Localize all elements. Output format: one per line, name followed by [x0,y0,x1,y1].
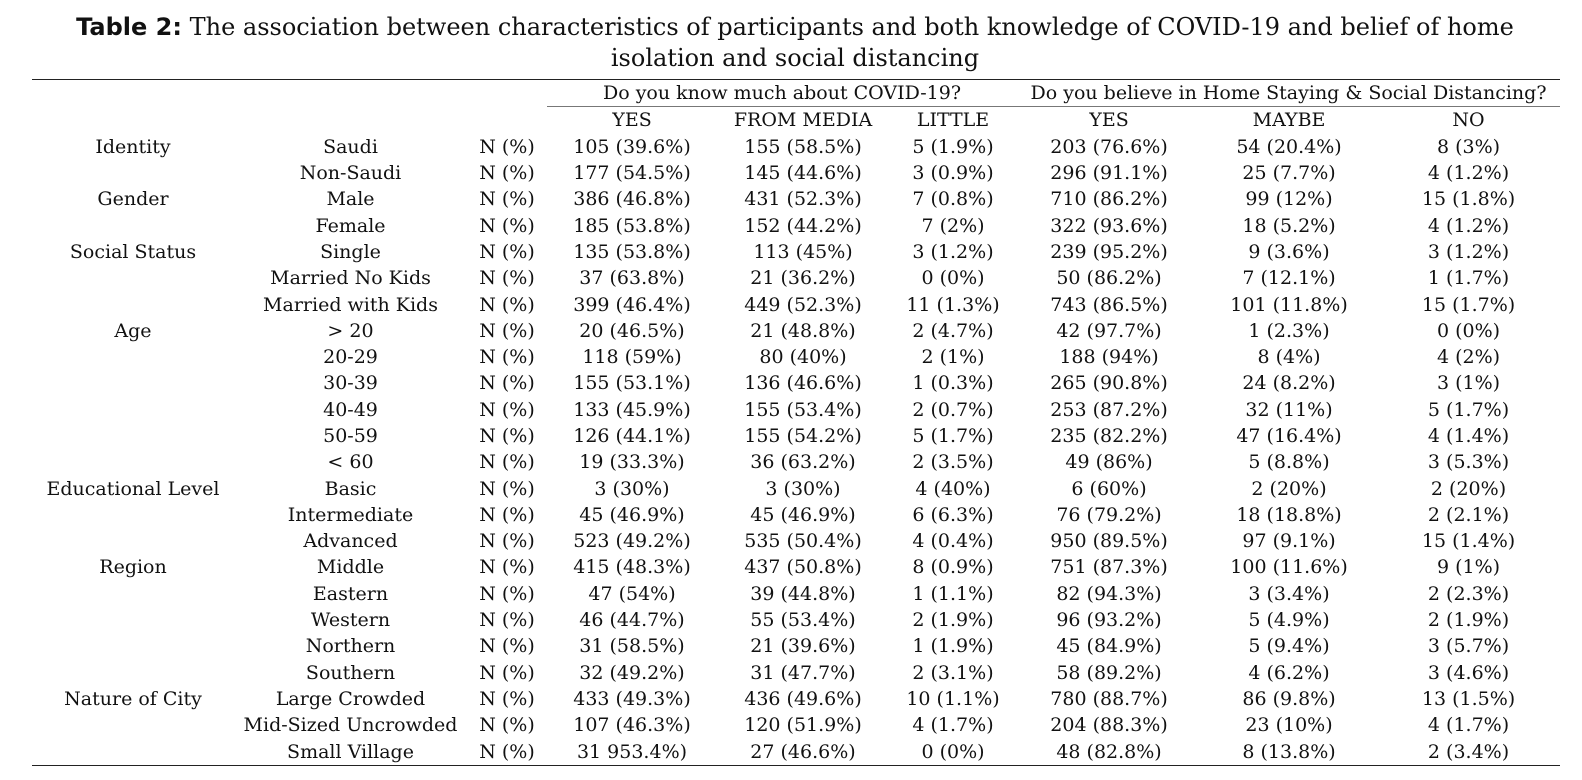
value-cell: 10 (1.1%) [906,687,1000,710]
value-cell: 2 (1%) [921,346,985,369]
unit-cell: N (%) [467,738,547,765]
subgroup-cell: 50-59 [323,425,378,447]
value-cell: 58 (89.2%) [1056,661,1162,684]
subgroup-cell: Northern [305,635,396,658]
unit-cell: N (%) [479,530,535,553]
category-cell: Educational Level [46,477,220,500]
category-cell [32,660,234,686]
value-cell: 155 (53.4%) [744,398,862,421]
category-cell [32,291,234,317]
value-cell: 32 (49.2%) [579,661,685,684]
col-header-belief-yes: YES [1089,109,1129,132]
category-cell [32,370,234,396]
category-cell: Nature of City [64,687,202,710]
value-cell: 99 (12%) [1245,188,1333,211]
value-cell: 80 (40%) [759,346,847,369]
value-cell: 9 (1%) [1436,556,1501,579]
category-cell: Gender [97,188,169,211]
value-cell: 0 (0%) [921,267,985,290]
value-cell: 2 (3.4%) [1377,738,1560,765]
subgroup-cell: < 60 [327,451,374,474]
table-row [32,344,1560,370]
value-cell: 8 (13.8%) [1201,738,1377,765]
subgroup-cell: Married with Kids [263,293,438,316]
value-cell: 49 (86%) [1065,451,1153,474]
value-cell: 97 (9.1%) [1242,530,1336,553]
unit-cell: N (%) [479,635,535,658]
value-cell: 535 (50.4%) [744,530,862,553]
value-cell: 6 (60%) [1071,477,1147,500]
value-cell: 4 (1.4%) [1427,425,1510,447]
value-cell: 8 (3%) [1436,135,1501,158]
value-cell: 86 (9.8%) [1242,687,1336,710]
subgroup-cell: Saudi [323,135,378,158]
unit-cell: N (%) [479,267,535,290]
table-row [32,581,1560,607]
table-row [32,291,1560,317]
unit-cell: N (%) [479,556,535,579]
value-cell: 120 (51.9%) [744,714,862,737]
value-cell: 253 (87.2%) [1050,398,1168,421]
table-row [32,449,1560,475]
unit-cell: N (%) [479,451,535,474]
value-cell: 20 (46.5%) [579,319,685,342]
unit-cell: N (%) [479,661,535,684]
unit-cell: N (%) [479,240,535,263]
value-cell: 743 (86.5%) [1050,293,1168,316]
category-cell: Age [114,319,152,342]
value-cell: 203 (76.6%) [1050,135,1168,158]
col-header-yes: YES [612,109,652,132]
value-cell: 82 (94.3%) [1056,582,1162,605]
value-cell: 780 (88.7%) [1050,687,1168,710]
value-cell: 50 (86.2%) [1056,267,1162,290]
value-cell: 18 (5.2%) [1242,214,1336,237]
subgroup-cell: Western [310,609,391,632]
subgroup-cell: Middle [316,556,385,579]
value-cell: 15 (1.4%) [1421,530,1516,553]
category-cell [32,160,234,186]
value-cell: 4 (1.2%) [1427,214,1510,237]
value-cell: 5 (1.7%) [1427,398,1510,421]
value-cell: 36 (63.2%) [750,451,856,474]
subgroup-cell: Female [315,214,386,237]
unit-cell: N (%) [479,319,535,342]
table-row [32,738,1560,765]
value-cell: 24 (8.2%) [1242,372,1336,395]
table-row [32,134,1560,160]
value-cell: 118 (59%) [582,346,682,369]
header-group-row [32,80,1560,107]
subgroup-cell: Married No Kids [270,267,431,290]
subgroup-cell: Eastern [312,582,389,605]
value-cell: 1 (1.1%) [912,582,994,605]
value-cell: 3 (5.7%) [1427,635,1510,658]
value-cell: 135 (53.8%) [573,240,691,263]
value-cell: 415 (48.3%) [573,556,691,579]
value-cell: 13 (1.5%) [1421,687,1516,710]
value-cell: 710 (86.2%) [1050,188,1168,211]
value-cell: 5 (8.8%) [1248,451,1330,474]
value-cell: 7 (2%) [921,214,985,237]
value-cell: 21 (36.2%) [750,267,856,290]
value-cell: 0 (0%) [1436,319,1501,342]
value-cell: 126 (44.1%) [573,425,691,447]
value-cell: 1 (1.7%) [1427,267,1510,290]
value-cell: 185 (53.8%) [573,214,691,237]
value-cell: 5 (9.4%) [1248,635,1330,658]
value-cell: 449 (52.3%) [744,293,862,316]
value-cell: 76 (79.2%) [1056,503,1162,526]
table-row [32,528,1560,554]
category-cell [32,712,234,738]
value-cell: 101 (11.8%) [1230,293,1348,316]
category-cell: Region [99,556,167,579]
unit-cell: N (%) [479,346,535,369]
value-cell: 1 (2.3%) [1248,319,1330,342]
subgroup-cell: 20-29 [323,346,378,369]
category-cell [32,502,234,528]
value-cell: 1 (0.3%) [912,372,994,395]
category-cell [32,344,234,370]
subgroup-cell: Male [326,188,375,211]
category-cell [32,265,234,291]
unit-cell: N (%) [479,372,535,395]
value-cell: 523 (49.2%) [573,530,691,553]
value-cell: 136 (46.6%) [744,372,862,395]
col-header-no: NO [1452,109,1485,132]
value-cell: 2 (3.5%) [912,451,994,474]
value-cell: 431 (52.3%) [744,188,862,211]
unit-cell: N (%) [479,425,535,447]
value-cell: 5 (1.9%) [912,135,994,158]
table-label: Table 2: [76,13,182,41]
subgroup-cell: Mid-Sized Uncrowded [243,714,458,737]
value-cell: 7 (0.8%) [912,188,994,211]
subgroup-cell: Non-Saudi [299,162,402,185]
table-row [32,607,1560,633]
value-cell: 4 (2%) [1436,346,1501,369]
value-cell: 950 (89.5%) [1050,530,1168,553]
category-cell [32,738,234,765]
table-row [32,160,1560,186]
table-row [32,712,1560,738]
value-cell: 2 (2.3%) [1427,582,1510,605]
col-header-from-media: FROM MEDIA [733,109,873,132]
value-cell: 45 (46.9%) [750,503,856,526]
subgroup-cell: 30-39 [323,372,378,395]
subgroup-cell: > 20 [327,319,374,342]
value-cell: 2 (20%) [1430,477,1507,500]
header-column-row [32,107,1560,134]
table-title-text: The association between characteristics of participants and both knowledge of COVID-19 and belief of home isolation and social distancing [189,13,1514,72]
value-cell: 4 (6.2%) [1248,661,1330,684]
value-cell: 19 (33.3%) [579,451,685,474]
value-cell: 296 (91.1%) [1050,162,1168,185]
value-cell: 107 (46.3%) [573,714,691,737]
table-row [32,686,1560,712]
unit-cell: N (%) [479,398,535,421]
value-cell: 54 (20.4%) [1236,135,1342,158]
unit-cell: N (%) [479,609,535,632]
value-cell: 3 (4.6%) [1427,661,1510,684]
value-cell: 322 (93.6%) [1050,214,1168,237]
value-cell: 2 (3.1%) [912,661,994,684]
value-cell: 6 (6.3%) [912,503,994,526]
table-row [32,502,1560,528]
value-cell: 177 (54.5%) [573,162,691,185]
category-cell [32,528,234,554]
category-cell [32,449,234,475]
category-cell [32,607,234,633]
table-row [32,660,1560,686]
category-cell [32,397,234,423]
value-cell: 15 (1.7%) [1421,293,1516,316]
value-cell: 386 (46.8%) [573,188,691,211]
unit-cell: N (%) [479,135,535,158]
value-cell: 15 (1.8%) [1421,188,1516,211]
subgroup-cell: Basic [324,477,377,500]
col-header-maybe: MAYBE [1252,109,1326,132]
value-cell: 399 (46.4%) [573,293,691,316]
knowledge-group-header: Do you know much about COVID-19? [547,80,1017,107]
unit-cell: N (%) [479,714,535,737]
table-row [32,239,1560,265]
value-cell: 145 (44.6%) [744,162,862,185]
value-cell: 25 (7.7%) [1242,162,1336,185]
value-cell: 100 (11.6%) [1230,556,1348,579]
value-cell: 155 (53.1%) [573,372,691,395]
value-cell: 47 (54%) [588,582,676,605]
value-cell: 2 (2.1%) [1427,503,1510,526]
value-cell: 4 (1.7%) [1427,714,1510,737]
unit-cell: N (%) [479,214,535,237]
value-cell: 113 (45%) [753,240,853,263]
value-cell: 9 (3.6%) [1248,240,1330,263]
value-cell: 7 (12.1%) [1242,267,1336,290]
subgroup-cell: Large Crowded [275,687,426,710]
value-cell: 21 (48.8%) [750,319,856,342]
value-cell: 3 (1.2%) [912,240,994,263]
col-header-little: LITTLE [916,109,990,132]
value-cell: 239 (95.2%) [1050,240,1168,263]
value-cell: 31 953.4%) [547,738,717,765]
value-cell: 204 (88.3%) [1050,714,1168,737]
value-cell: 11 (1.3%) [906,293,1000,316]
value-cell: 42 (97.7%) [1056,319,1162,342]
unit-cell: N (%) [479,188,535,211]
value-cell: 152 (44.2%) [744,214,862,237]
value-cell: 188 (94%) [1059,346,1159,369]
value-cell: 2 (20%) [1251,477,1327,500]
value-cell: 27 (46.6%) [717,738,889,765]
value-cell: 45 (46.9%) [579,503,685,526]
table-row [32,186,1560,212]
value-cell: 4 (1.2%) [1427,162,1510,185]
value-cell: 31 (47.7%) [750,661,856,684]
value-cell: 48 (82.8%) [1017,738,1201,765]
category-cell [32,212,234,238]
category-cell [32,633,234,659]
subgroup-cell: Small Village [234,738,467,765]
results-table [32,79,1560,766]
value-cell: 45 (84.9%) [1056,635,1162,658]
value-cell: 37 (63.8%) [579,267,685,290]
subgroup-cell: Advanced [303,530,398,553]
subgroup-cell: 40-49 [323,398,378,421]
value-cell: 47 (16.4%) [1236,425,1342,447]
value-cell: 133 (45.9%) [573,398,691,421]
subgroup-cell: Intermediate [287,503,414,526]
value-cell: 8 (0.9%) [912,556,994,579]
value-cell: 4 (0.4%) [912,530,994,553]
value-cell: 3 (0.9%) [912,162,994,185]
table-row [32,397,1560,423]
table-row [32,423,1560,449]
subgroup-cell: Single [320,240,381,263]
value-cell: 5 (4.9%) [1248,609,1330,632]
table-row [32,633,1560,659]
table-body [32,134,1560,766]
unit-cell: N (%) [479,582,535,605]
table-row [32,265,1560,291]
value-cell: 751 (87.3%) [1050,556,1168,579]
value-cell: 3 (30%) [765,477,841,500]
unit-cell: N (%) [479,162,535,185]
category-cell [32,423,234,449]
table-row [32,212,1560,238]
value-cell: 21 (39.6%) [750,635,856,658]
value-cell: 96 (93.2%) [1056,609,1162,632]
value-cell: 46 (44.7%) [579,609,685,632]
table-row [32,554,1560,580]
table-row [32,318,1560,344]
belief-group-header: Do you believe in Home Staying & Social Distancing? [1017,80,1560,107]
value-cell: 155 (58.5%) [744,135,862,158]
unit-cell: N (%) [479,477,535,500]
category-cell: Identity [95,135,171,158]
value-cell: 3 (30%) [594,477,670,500]
value-cell: 3 (1%) [1436,372,1501,395]
value-cell: 105 (39.6%) [573,135,691,158]
value-cell: 3 (1.2%) [1427,240,1510,263]
value-cell: 2 (4.7%) [912,319,994,342]
category-cell: Social Status [69,240,197,263]
value-cell: 4 (40%) [915,477,991,500]
value-cell: 2 (1.9%) [912,609,994,632]
unit-cell: N (%) [479,687,535,710]
unit-cell: N (%) [479,293,535,316]
table-row [32,370,1560,396]
value-cell: 3 (5.3%) [1427,451,1510,474]
value-cell: 23 (10%) [1245,714,1333,737]
value-cell: 8 (4%) [1257,346,1321,369]
subgroup-cell: Southern [305,661,396,684]
value-cell: 4 (1.7%) [912,714,994,737]
table-caption [30,12,1560,74]
value-cell: 235 (82.2%) [1050,425,1168,447]
value-cell: 155 (54.2%) [744,425,862,447]
value-cell: 3 (3.4%) [1248,582,1330,605]
value-cell: 55 (53.4%) [750,609,856,632]
value-cell: 1 (1.9%) [912,635,994,658]
value-cell: 31 (58.5%) [579,635,685,658]
table-row [32,475,1560,501]
value-cell: 5 (1.7%) [912,425,994,447]
value-cell: 433 (49.3%) [573,687,691,710]
value-cell: 436 (49.6%) [744,687,862,710]
unit-cell: N (%) [479,503,535,526]
value-cell: 265 (90.8%) [1050,372,1168,395]
value-cell: 437 (50.8%) [744,556,862,579]
value-cell: 18 (18.8%) [1236,503,1342,526]
value-cell: 0 (0%) [889,738,1017,765]
value-cell: 2 (1.9%) [1427,609,1510,632]
value-cell: 39 (44.8%) [750,582,856,605]
category-cell [32,581,234,607]
value-cell: 2 (0.7%) [912,398,994,421]
value-cell: 32 (11%) [1245,398,1333,421]
